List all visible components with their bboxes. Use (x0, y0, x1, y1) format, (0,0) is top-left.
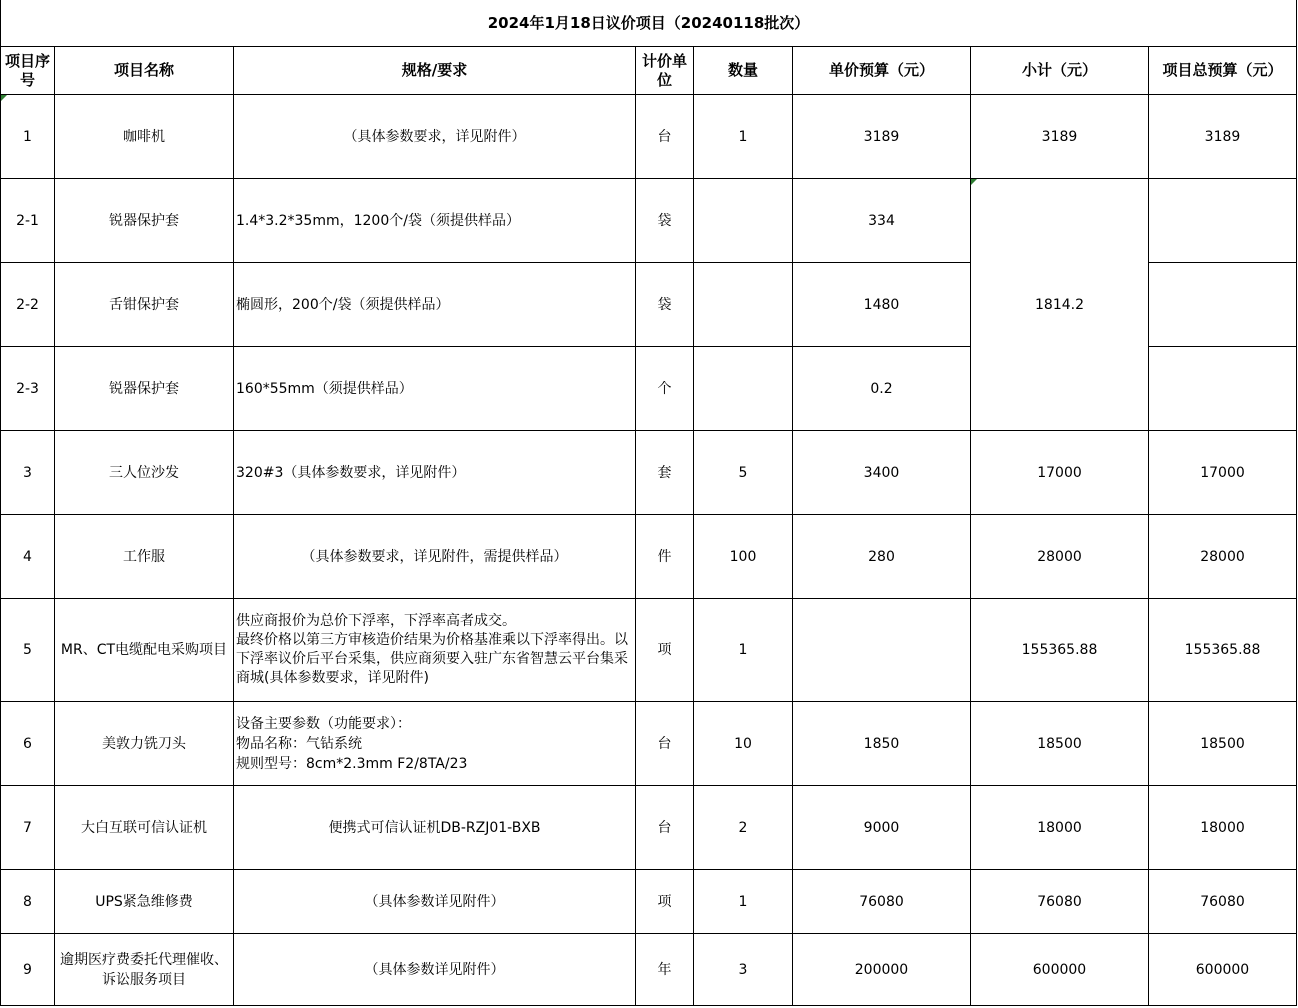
cell-unit: 项 (636, 599, 694, 702)
table-row (1, 179, 1297, 263)
cell-price: 280 (793, 515, 971, 599)
header-subtotal: 小计（元） (971, 47, 1149, 95)
cell-total: 600000 (1149, 934, 1297, 1006)
cell-total: 76080 (1149, 870, 1297, 934)
cell-spec: 便携式可信认证机DB-RZJ01-BXB (234, 786, 636, 870)
cell-qty: 1 (694, 599, 793, 702)
cell-qty: 2 (694, 786, 793, 870)
cell-unit: 台 (636, 702, 694, 786)
cell-unit: 年 (636, 934, 694, 1006)
cell-qty: 100 (694, 515, 793, 599)
table-row (1, 870, 1297, 934)
header-qty: 数量 (694, 47, 793, 95)
cell-total (1149, 263, 1297, 347)
cell-spec: （具体参数要求，详见附件，需提供样品） (234, 515, 636, 599)
cell-name: 锐器保护套 (55, 347, 234, 431)
cell-qty: 1 (694, 870, 793, 934)
cell-subtotal: 155365.88 (971, 599, 1149, 702)
cell-no: 2-1 (1, 179, 55, 263)
cell-qty (694, 179, 793, 263)
cell-spec: （具体参数详见附件） (234, 870, 636, 934)
cell-spec: 供应商报价为总价下浮率，下浮率高者成交。 最终价格以第三方审核造价结果为价格基准乘以下浮率得出。以下浮率议价后平台采集，供应商须要入驻广东省智慧云平台集采商城(具体参数要求，详见附件) (234, 599, 636, 702)
cell-price (793, 599, 971, 702)
cell-total: 18500 (1149, 702, 1297, 786)
cell-price: 0.2 (793, 347, 971, 431)
cell-subtotal: 76080 (971, 870, 1149, 934)
cell-name: 大白互联可信认证机 (55, 786, 234, 870)
table-row (1, 786, 1297, 870)
table-row (1, 95, 1297, 179)
cell-price: 76080 (793, 870, 971, 934)
cell-price: 1480 (793, 263, 971, 347)
cell-price: 3189 (793, 95, 971, 179)
cell-name: MR、CT电缆配电采购项目 (55, 599, 234, 702)
cell-price: 334 (793, 179, 971, 263)
cell-total: 17000 (1149, 431, 1297, 515)
cell-price: 200000 (793, 934, 971, 1006)
cell-subtotal: 18000 (971, 786, 1149, 870)
cell-no: 3 (1, 431, 55, 515)
header-spec: 规格/要求 (234, 47, 636, 95)
cell-qty (694, 347, 793, 431)
header-unit: 计价单位 (636, 47, 694, 95)
cell-qty: 5 (694, 431, 793, 515)
cell-subtotal: 600000 (971, 934, 1149, 1006)
cell-qty: 3 (694, 934, 793, 1006)
table-row (1, 515, 1297, 599)
cell-no: 2-2 (1, 263, 55, 347)
cell-qty (694, 263, 793, 347)
cell-total: 18000 (1149, 786, 1297, 870)
cell-subtotal: 18500 (971, 702, 1149, 786)
cell-price: 9000 (793, 786, 971, 870)
cell-qty: 10 (694, 702, 793, 786)
table-row (1, 599, 1297, 702)
header-total: 项目总预算（元） (1149, 47, 1297, 95)
cell-unit: 套 (636, 431, 694, 515)
cell-no: 6 (1, 702, 55, 786)
cell-total: 28000 (1149, 515, 1297, 599)
table-row (1, 431, 1297, 515)
cell-no: 9 (1, 934, 55, 1006)
header-row (1, 47, 1297, 95)
cell-name: 咖啡机 (55, 95, 234, 179)
cell-subtotal-merged: 1814.2 (971, 179, 1149, 431)
cell-no: 7 (1, 786, 55, 870)
cell-name: UPS紧急维修费 (55, 870, 234, 934)
cell-spec: （具体参数要求，详见附件） (234, 95, 636, 179)
cell-no: 1 (1, 95, 55, 179)
cell-total (1149, 179, 1297, 263)
cell-name: 锐器保护套 (55, 179, 234, 263)
cell-unit: 项 (636, 870, 694, 934)
cell-price: 1850 (793, 702, 971, 786)
cell-name: 工作服 (55, 515, 234, 599)
cell-price: 3400 (793, 431, 971, 515)
cell-no: 5 (1, 599, 55, 702)
table-row (1, 934, 1297, 1006)
cell-spec: 设备主要参数（功能要求）： 物品名称：气钻系统 规则型号：8cm*2.3mm F2/8TA/23 (234, 702, 636, 786)
cell-unit: 件 (636, 515, 694, 599)
cell-unit: 袋 (636, 179, 694, 263)
cell-unit: 台 (636, 95, 694, 179)
cell-subtotal: 28000 (971, 515, 1149, 599)
cell-no: 4 (1, 515, 55, 599)
cell-spec: 160*55mm（须提供样品） (234, 347, 636, 431)
cell-unit: 台 (636, 786, 694, 870)
cell-name: 三人位沙发 (55, 431, 234, 515)
cell-no: 2-3 (1, 347, 55, 431)
header-no: 项目序号 (1, 47, 55, 95)
cell-total: 155365.88 (1149, 599, 1297, 702)
cell-name: 美敦力铣刀头 (55, 702, 234, 786)
cell-spec: 椭圆形，200个/袋（须提供样品） (234, 263, 636, 347)
cell-spec: （具体参数详见附件） (234, 934, 636, 1006)
cell-name: 逾期医疗费委托代理催收、诉讼服务项目 (55, 934, 234, 1006)
cell-spec: 1.4*3.2*35mm，1200个/袋（须提供样品） (234, 179, 636, 263)
table-row (1, 702, 1297, 786)
cell-spec: 320#3（具体参数要求，详见附件） (234, 431, 636, 515)
cell-unit: 袋 (636, 263, 694, 347)
cell-subtotal: 17000 (971, 431, 1149, 515)
table-title: 2024年1月18日议价项目（20240118批次） (1, 0, 1297, 47)
cell-total (1149, 347, 1297, 431)
cell-total: 3189 (1149, 95, 1297, 179)
header-name: 项目名称 (55, 47, 234, 95)
header-price: 单价预算（元） (793, 47, 971, 95)
cell-qty: 1 (694, 95, 793, 179)
cell-no: 8 (1, 870, 55, 934)
cell-subtotal: 3189 (971, 95, 1149, 179)
cell-name: 舌钳保护套 (55, 263, 234, 347)
cell-unit: 个 (636, 347, 694, 431)
